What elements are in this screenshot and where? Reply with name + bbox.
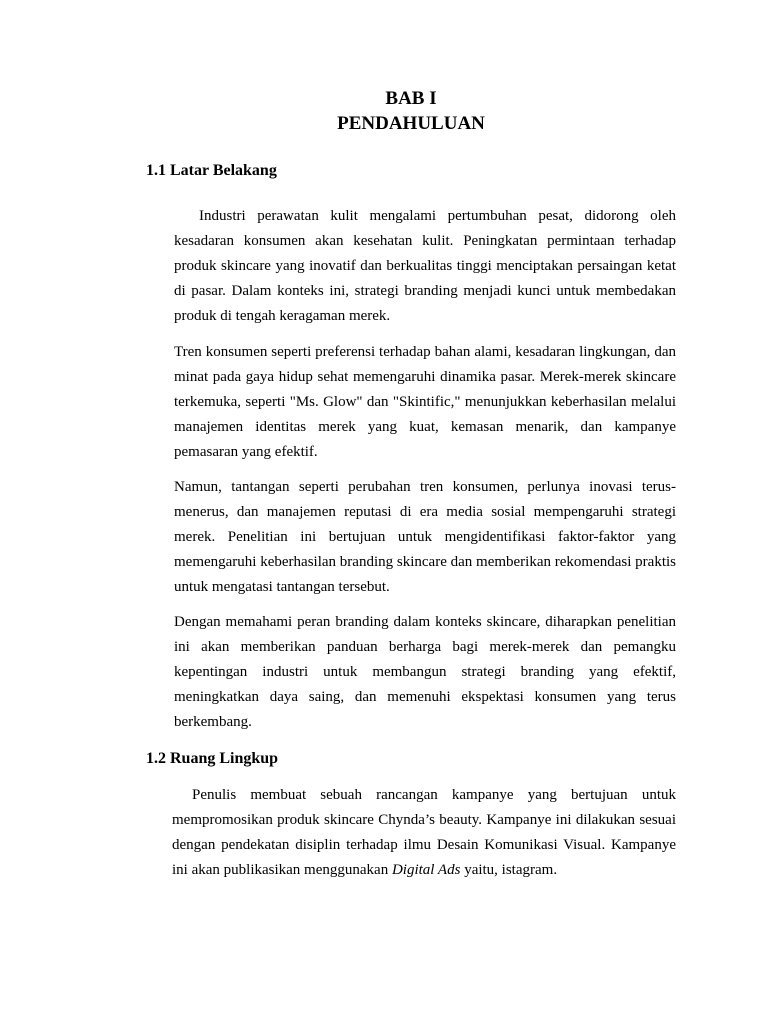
chapter-number: BAB I (385, 88, 437, 109)
paragraph: Industri perawatan kulit mengalami pertumbuhan pesat, didorong oleh kesadaran konsumen akan kesehatan kulit. Peningkatan permintaan terhadap produk skincare yang inovatif dan berkualitas tinggi menciptakan persaingan ketat di pasar. Dalam konteks ini, strategi branding menjadi kunci untuk membedakan produk di tengah keragaman merek. (174, 208, 676, 324)
paragraph: Tren konsumen seperti preferensi terhadap bahan alami, kesadaran lingkungan, dan minat pada gaya hidup sehat memengaruhi dinamika pasar. Merek-merek skincare terkemuka, seperti "Ms. Glow" dan "Skintific," menunjukkan keberhasilan melalui manajemen identitas merek yang kuat, kemasan menarik, dan kampanye pemasaran yang efektif. (174, 344, 676, 460)
chapter-title: PENDAHULUAN (337, 113, 485, 134)
paragraph: Namun, tantangan seperti perubahan tren konsumen, perlunya inovasi terus-menerus, dan manajemen reputasi di era media sosial mempengaruhi strategi merek. Penelitian ini bertujuan untuk mengidentifikasi faktor-faktor yang memengaruhi keberhasilan branding skincare dan memberikan rekomendasi praktis untuk mengatasi tantangan tersebut. (174, 479, 676, 595)
paragraph-text: Penulis membuat sebuah rancangan kampanye yang bertujuan untuk mempromosikan produk skincare Chynda’s beauty. Kampanye ini dilakukan sesuai dengan pendekatan disiplin terhadap ilmu Desain Komunikasi Visual. Kampanye ini akan publikasikan menggunakan (172, 787, 676, 878)
paragraph (172, 783, 676, 883)
paragraph-text: yaitu, istagram. (464, 862, 558, 878)
section-heading-ruang-lingkup: 1.2 Ruang Lingkup (146, 750, 279, 767)
section-heading-latar-belakang: 1.1 Latar Belakang (146, 162, 277, 179)
paragraph-italic-term: Digital Ads (391, 862, 461, 878)
paragraph: Dengan memahami peran branding dalam konteks skincare, diharapkan penelitian ini akan memberikan panduan berharga bagi merek-merek dan pemangku kepentingan industri untuk membangun strategi branding yang efektif, meningkatkan daya saing, dan memenuhi ekspektasi konsumen yang terus berkembang. (174, 614, 676, 730)
chapter-title-block (0, 86, 768, 136)
